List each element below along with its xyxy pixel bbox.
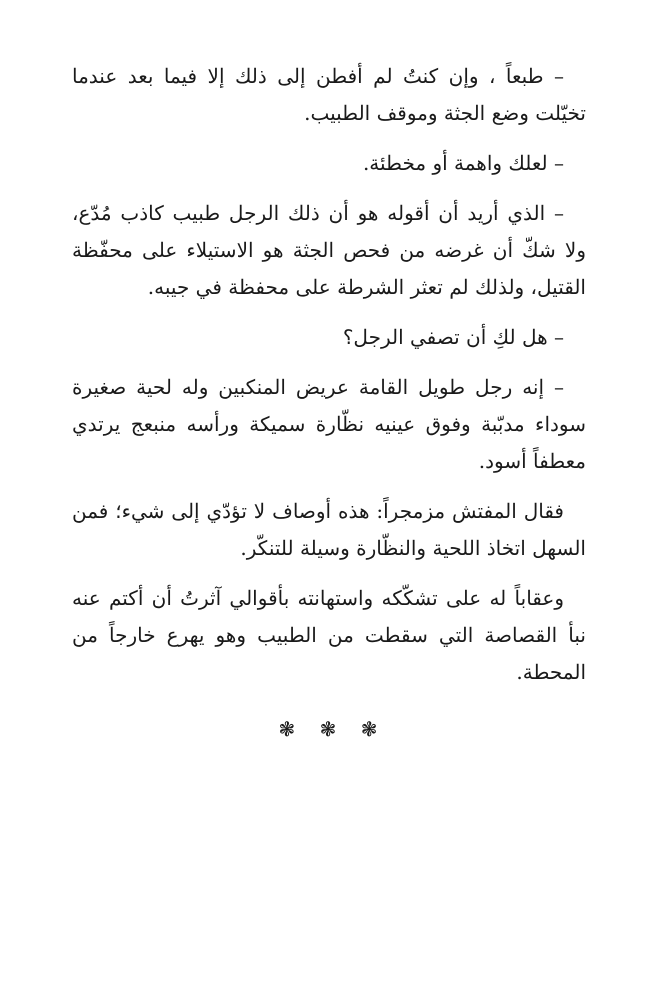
- paragraph-5: – إنه رجل طويل القامة عريض المنكبين وله لحية صغيرة سوداء مدبّبة وفوق عينيه نظّارة سميكة ورأسه منبعج يرتدي معطفاً أسود.: [72, 375, 586, 473]
- paragraph-1: – طبعاً ، وإن كنتُ لم أفطن إلى ذلك إلا فيما بعد عندما تخيّلت وضع الجثة وموقف الطبيب.: [72, 64, 586, 125]
- book-page: [72, 58, 586, 748]
- paragraph-6: فقال المفتش مزمجراً: هذه أوصاف لا تؤدّي إلى شيء؛ فمن السهل اتخاذ اللحية والنظّارة وسيلة للتنكّر.: [72, 499, 586, 560]
- paragraph-2: – لعلك واهمة أو مخطئة.: [362, 151, 564, 175]
- paragraph-4: – هل لكِ أن تصفي الرجل؟: [342, 325, 564, 349]
- paragraph-3: – الذي أريد أن أقوله هو أن ذلك الرجل طبيب كاذب مُدّع، ولا شكّ أن غرضه من فحص الجثة هو الاستيلاء على محفّظة القتيل، ولذلك لم تعثر الشرطة على محفظة في جيبه.: [72, 201, 586, 299]
- asterism-mark: ❃: [319, 717, 339, 741]
- paragraph-7: وعقاباً له على تشكّكه واستهانته بأقوالي آثرتُ أن أكتم عنه نبأ القصاصة التي سقطت من الطبيب وهو يهرع خارجاً من المحطة.: [72, 586, 586, 684]
- asterism-mark: ❃: [278, 717, 298, 741]
- asterism-mark: ❃: [360, 717, 380, 741]
- section-separator: [72, 711, 586, 748]
